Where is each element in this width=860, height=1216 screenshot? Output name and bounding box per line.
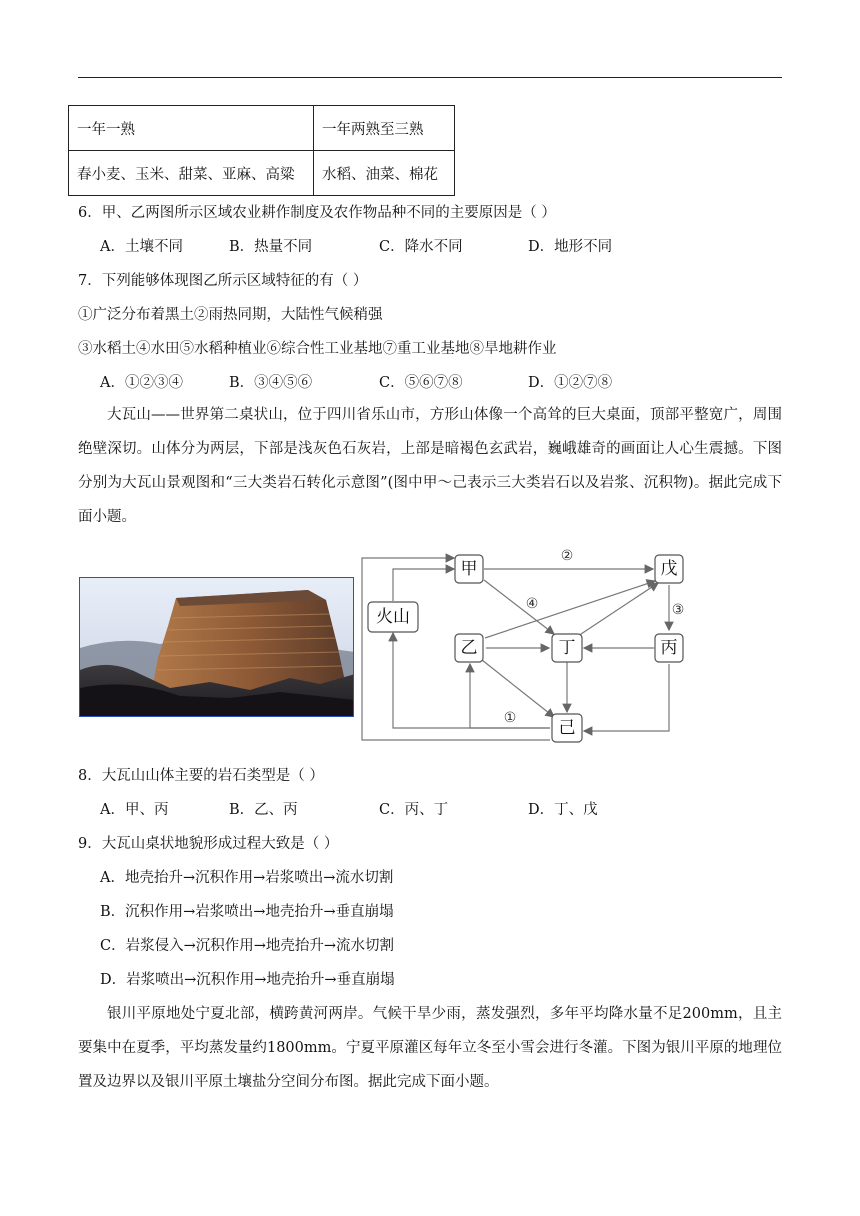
q7-option-d[interactable]: D．①②⑦⑧: [528, 375, 613, 391]
table-header-cell: 一年一熟: [69, 106, 314, 151]
table-cell: 水稻、油菜、棉花: [314, 151, 455, 196]
table-row: [69, 106, 455, 151]
q9-option-a[interactable]: A．地壳抬升→沉积作用→岩浆喷出→流水切割: [100, 870, 394, 886]
label-4: ④: [525, 596, 539, 612]
passage-text: 银川平原地处宁夏北部，横跨黄河两岸。气候干旱少雨，蒸发强烈，多年平均降水量不足200mm，且主要集中在夏季，平均蒸发量约1800mm。宁夏平原灌区每年立冬至小雪会进行冬灌。下图为银川平原的地理位置及边界以及银川平原土壤盐分空间分布图。据此完成下面小题。: [78, 1006, 782, 1090]
label-2: ②: [560, 548, 574, 564]
question-8-stem: 8．大瓦山山体主要的岩石类型是（ ）: [78, 768, 324, 784]
arrow-bing-ji: [584, 664, 669, 731]
question-7-stem: 7．下列能够体现图乙所示区域特征的有（ ）: [78, 273, 368, 289]
question-7-statements-2: ③水稻土④水田⑤水稻种植业⑥综合性工业基地⑦重工业基地⑧旱地耕作业: [78, 341, 557, 357]
node-ding: 丁: [558, 638, 576, 658]
q9-option-c[interactable]: C．岩浆侵入→沉积作用→地壳抬升→流水切割: [100, 938, 395, 954]
node-ji: 己: [558, 718, 576, 738]
arrow-jia-ding: [484, 580, 554, 634]
q9-option-d[interactable]: D．岩浆喷出→沉积作用→地壳抬升→垂直崩塌: [100, 972, 395, 988]
passage-yinchuan: [78, 997, 782, 1099]
q9-option-b[interactable]: B．沉积作用→岩浆喷出→地壳抬升→垂直崩塌: [100, 904, 394, 920]
node-bing: 丙: [660, 638, 678, 658]
q6-option-b[interactable]: B．热量不同: [229, 239, 313, 255]
crop-table: [68, 105, 455, 196]
question-7-statements-1: ①广泛分布着黑土②雨热同期，大陆性气候稍强: [78, 307, 383, 323]
question-6-stem: 6．甲、乙两图所示区域农业耕作制度及农作物品种不同的主要原因是（ ）: [78, 205, 556, 221]
q8-option-a[interactable]: A．甲、丙: [100, 802, 169, 818]
label-1: ①: [503, 710, 517, 726]
node-yi: 乙: [460, 638, 478, 658]
table-cell: 春小麦、玉米、甜菜、亚麻、高粱: [69, 151, 314, 196]
q6-option-d[interactable]: D．地形不同: [528, 239, 613, 255]
header-rule: [78, 77, 782, 78]
table-header-cell: 一年两熟至三熟: [314, 106, 455, 151]
q6-option-a[interactable]: A．土壤不同: [100, 239, 183, 255]
rock-cycle-diagram: [360, 548, 700, 748]
table-row: [69, 151, 455, 196]
q8-option-d[interactable]: D．丁、戊: [528, 802, 598, 818]
arrow-yi-wu: [485, 581, 655, 638]
q6-option-c[interactable]: C．降水不同: [379, 239, 463, 255]
label-3: ③: [671, 602, 685, 618]
node-huoshan: 火山: [376, 607, 410, 627]
q8-option-b[interactable]: B．乙、丙: [229, 802, 298, 818]
arrow-huoshan-jia: [393, 569, 454, 601]
passage-text: 大瓦山——世界第二桌状山，位于四川省乐山市，方形山体像一个高耸的巨大桌面，顶部平整宽广，周围绝壁深切。山体分为两层，下部是浅灰色石灰岩，上部是暗褐色玄武岩，巍峨雄奇的画面让人心生震撼。下图分别为大瓦山景观图和“三大类岩石转化示意图”(图中甲～己表示三大类岩石以及岩浆、沉积物)。据此完成下面小题。: [78, 407, 782, 525]
node-wu: 戊: [660, 559, 678, 579]
q7-option-b[interactable]: B．③④⑤⑥: [229, 375, 313, 391]
arrow-ding-wu: [578, 583, 658, 636]
node-jia: 甲: [460, 559, 478, 579]
question-9-stem: 9．大瓦山桌状地貌形成过程大致是（ ）: [78, 836, 339, 852]
q7-option-c[interactable]: C．⑤⑥⑦⑧: [379, 375, 463, 391]
passage-dawashan: [78, 398, 782, 534]
q7-option-a[interactable]: A．①②③④: [100, 375, 183, 391]
dawashan-landscape-photo: [79, 577, 354, 717]
q8-option-c[interactable]: C．丙、丁: [379, 802, 449, 818]
arrow-yi-ji: [482, 660, 554, 717]
